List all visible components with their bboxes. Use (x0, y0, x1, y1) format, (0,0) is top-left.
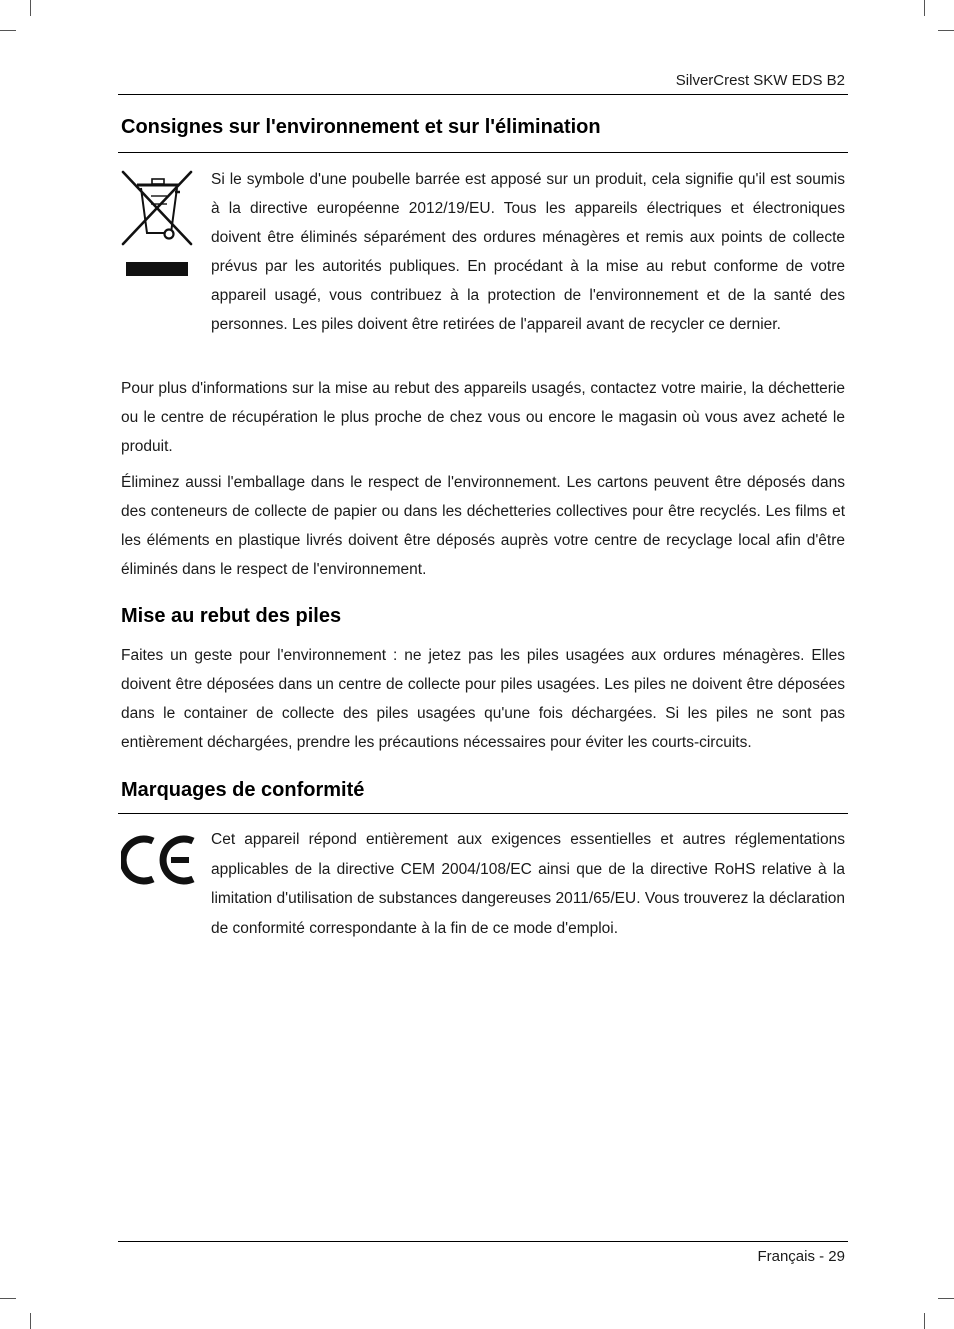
crop-mark (938, 30, 954, 31)
section-title-conformity: Marquages de conformité (121, 779, 365, 801)
footer-rule (118, 1241, 848, 1242)
section-title-environment: Consignes sur l'environnement et sur l'élimination (121, 116, 601, 138)
paragraph: Faites un geste pour l'environnement : ne jetez pas les piles usagées aux ordures ménagères. Elles doivent être déposées dans un centre de collecte pour piles usagées. Les piles ne doivent être déposées dans le container de collecte des piles usagées qu'une fois déchargées. Si les piles ne sont pas entièrement déchargées, prendre les précautions nécessaires pour éviter les courts-circuits. (121, 647, 845, 752)
section-rule (118, 813, 848, 814)
crop-mark (0, 30, 16, 31)
crop-mark (938, 1298, 954, 1299)
crop-mark (30, 0, 31, 16)
crop-mark (0, 1298, 16, 1299)
crop-mark (30, 1313, 31, 1329)
running-header: SilverCrest SKW EDS B2 (675, 72, 845, 89)
paragraph: Si le symbole d'une poubelle barrée est apposé sur un produit, cela signifie qu'il est soumis à la directive européenne 2012/19/EU. Tous les appareils électriques et électroniques doivent être éliminés séparément des ordures ménagères et remis aux points de collecte prévus par les autorités publiques. En procédant à la mise au rebut conforme de votre appareil usagé, vous contribuez à la protection de l'environnement et de la santé des personnes. Les piles doivent être retirées de l'appareil avant de recycler ce dernier. (211, 171, 845, 334)
paragraph: Éliminez aussi l'emballage dans le respect de l'environnement. Les cartons peuvent être déposés dans des conteneurs de collecte de papier ou dans les déchetteries collectives pour être recyclés. Les films et les éléments en plastique livrés doivent être déposés auprès votre centre de recyclage local afin d'être éliminés dans le respect de l'environnement. (121, 474, 845, 579)
paragraph: Pour plus d'informations sur la mise au rebut des appareils usagés, contactez votre mairie, la déchetterie ou le centre de récupération le plus proche de chez vous ou encore le magasin où vous avez acheté le produit. (121, 380, 845, 456)
section-title-batteries: Mise au rebut des piles (121, 605, 342, 627)
crossed-out-wheelie-bin-icon (120, 168, 196, 278)
ce-mark-icon (121, 832, 197, 888)
page-number: Français - 29 (757, 1248, 845, 1265)
crop-mark (924, 1313, 925, 1329)
crop-mark (924, 0, 925, 16)
header-rule (118, 94, 848, 95)
section-rule (118, 152, 848, 153)
paragraph: Cet appareil répond entièrement aux exigences essentielles et autres réglementations applicables de la directive CEM 2004/108/EC ainsi que de la directive RoHS relative à la limitation d'utilisation de substances dangereuses 2011/65/EU. Vous trouverez la déclaration de conformité correspondante à la fin de ce mode d'emploi. (211, 831, 845, 937)
